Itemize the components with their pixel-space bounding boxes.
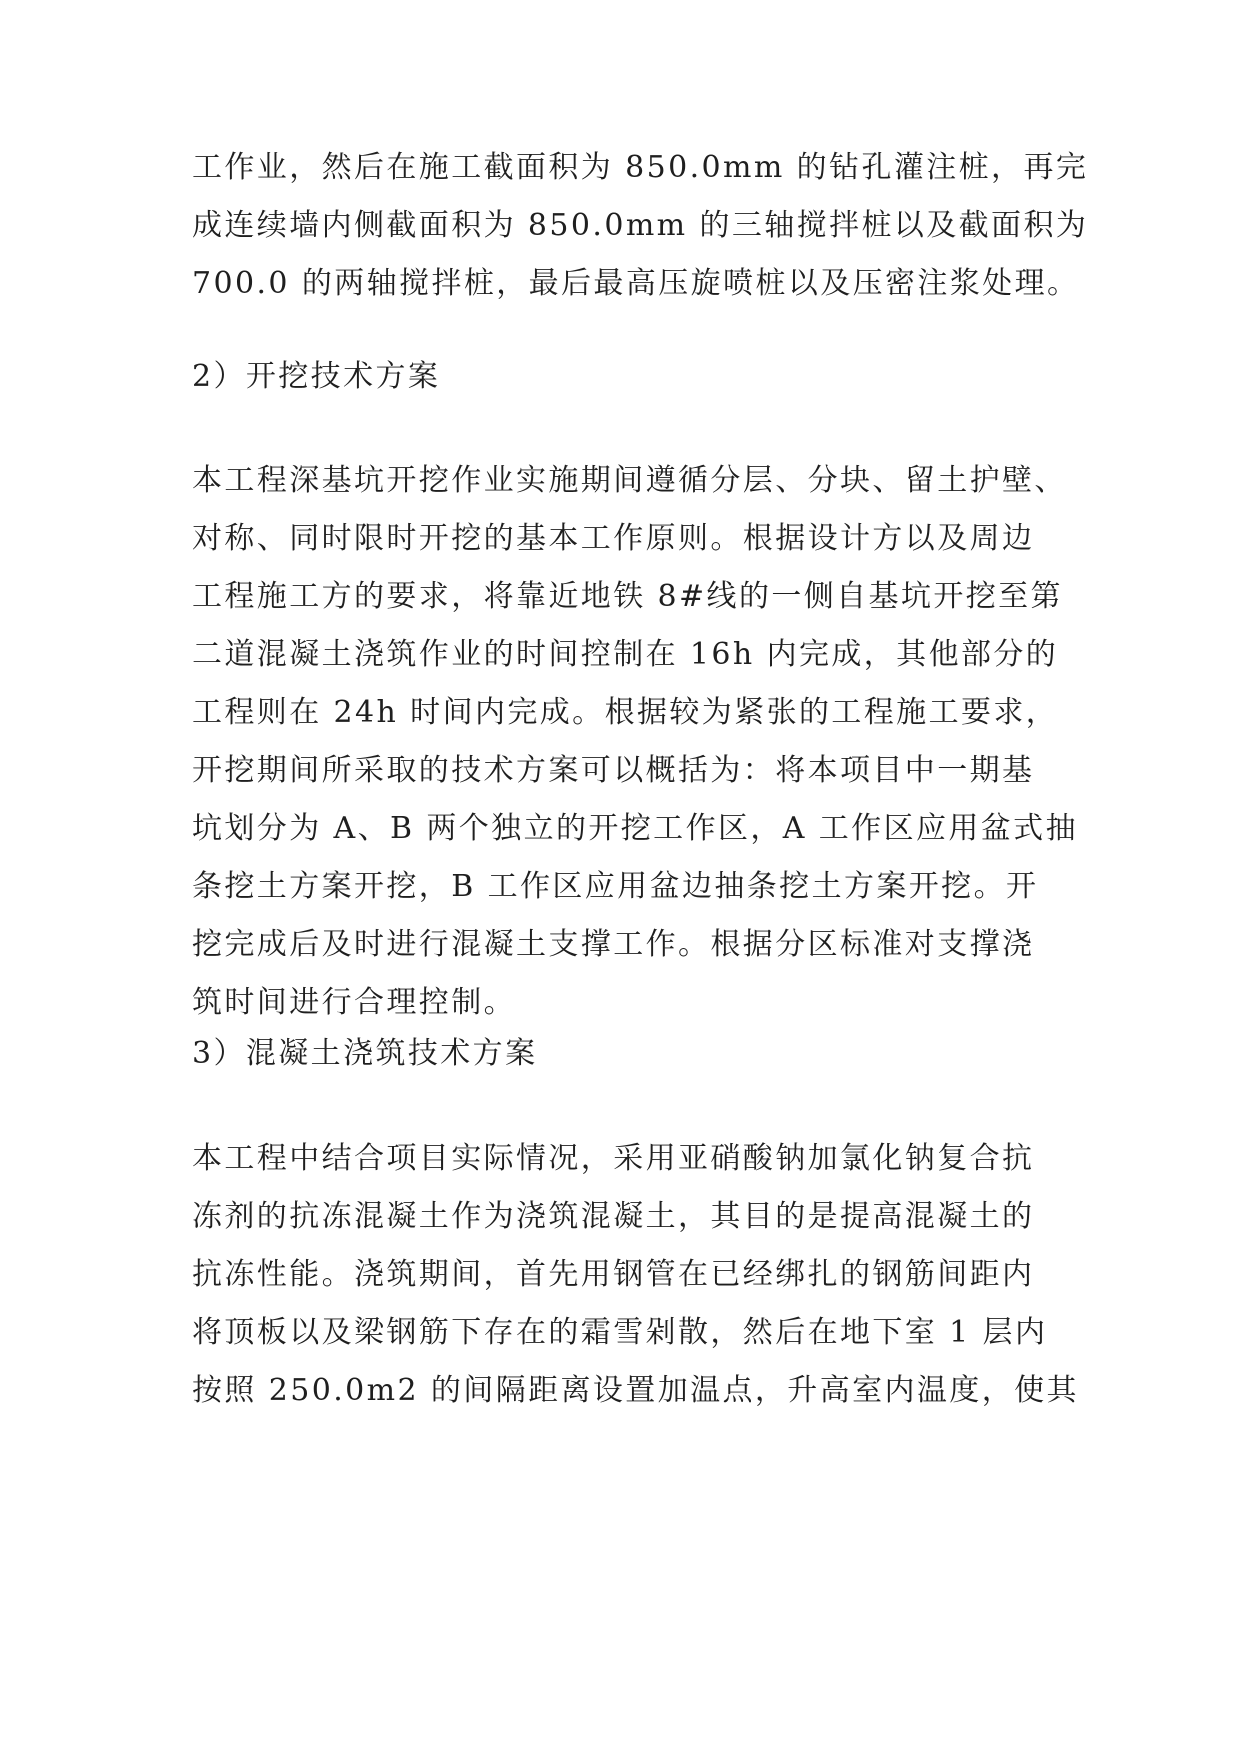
paragraph-1-line-2: 成连续墙内侧截面积为 850.0mm 的三轴搅拌桩以及截面积为	[192, 208, 1089, 243]
paragraph-3-line-3: 抗冻性能。浇筑期间，首先用钢管在已经绑扎的钢筋间距内	[192, 1257, 1035, 1292]
paragraph-1-line-3: 700.0 的两轴搅拌桩，最后最高压旋喷桩以及压密注浆处理。	[192, 266, 1080, 301]
paragraph-2-line-5: 工程则在 24h 时间内完成。根据较为紧张的工程施工要求，	[192, 695, 1059, 730]
paragraph-3-line-2: 冻剂的抗冻混凝土作为浇筑混凝土，其目的是提高混凝土的	[192, 1199, 1035, 1234]
paragraph-2-line-10: 筑时间进行合理控制。	[192, 985, 516, 1020]
paragraph-2-line-1: 本工程深基坑开挖作业实施期间遵循分层、分块、留土护壁、	[192, 463, 1067, 498]
paragraph-3-line-4: 将顶板以及梁钢筋下存在的霜雪剁散，然后在地下室 1 层内	[192, 1315, 1048, 1350]
paragraph-3-line-1: 本工程中结合项目实际情况，采用亚硝酸钠加氯化钠复合抗	[192, 1141, 1035, 1176]
heading-2-text: 2）开挖技术方案	[192, 359, 441, 394]
paragraph-2-line-9: 挖完成后及时进行混凝土支撑工作。根据分区标准对支撑浇	[192, 927, 1035, 962]
section-heading-2	[192, 348, 1072, 406]
paragraph-1	[192, 139, 1089, 313]
paragraph-2-line-7: 坑划分为 A、B 两个独立的开挖工作区，A 工作区应用盆式抽	[192, 811, 1078, 846]
paragraph-2-line-2: 对称、同时限时开挖的基本工作原则。根据设计方以及周边	[192, 521, 1035, 556]
paragraph-2-line-3: 工程施工方的要求，将靠近地铁 8#线的一侧自基坑开挖至第	[192, 579, 1063, 614]
paragraph-2-line-8: 条挖土方案开挖，B 工作区应用盆边抽条挖土方案开挖。开	[192, 869, 1039, 904]
paragraph-2	[192, 452, 1078, 1032]
paragraph-2-line-6: 开挖期间所采取的技术方案可以概括为：将本项目中一期基	[192, 753, 1035, 788]
paragraph-1-line-1: 工作业，然后在施工截面积为 850.0mm 的钻孔灌注桩，再完	[192, 150, 1089, 185]
heading-3-text: 3）混凝土浇筑技术方案	[192, 1036, 538, 1071]
paragraph-2-line-4: 二道混凝土浇筑作业的时间控制在 16h 内完成，其他部分的	[192, 637, 1059, 672]
paragraph-3-line-5: 按照 250.0m2 的间隔距离设置加温点，升高室内温度，使其	[192, 1373, 1079, 1408]
section-heading-3	[192, 1025, 1072, 1083]
paragraph-3	[192, 1130, 1079, 1420]
